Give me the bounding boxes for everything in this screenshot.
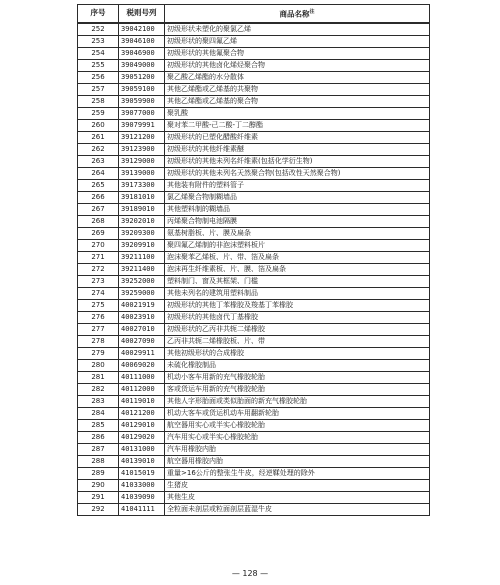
row-tariff-code-cell: 39173300 [119,179,165,191]
row-seq-cell: 252 [78,23,119,36]
table-row [78,227,430,239]
row-description-cell: 航空器用实心或半实心橡胶轮胎 [165,419,430,431]
row-tariff-code-cell: 39059900 [119,95,165,107]
table-row [78,95,430,107]
table-row [78,275,430,287]
row-seq-cell: 276 [78,311,119,323]
table-row [78,467,430,479]
table-row [78,119,430,131]
table-row [78,503,430,515]
row-seq-cell: 269 [78,227,119,239]
row-description-cell: 初级形状的已塑化醋酸纤维素 [165,131,430,143]
row-tariff-code-cell: 39209910 [119,239,165,251]
row-seq-cell: 264 [78,167,119,179]
table-row [78,323,430,335]
row-tariff-code-cell: 40021919 [119,299,165,311]
table-row [78,35,430,47]
row-description-cell: 乙丙非共轭二烯橡胶板、片、带 [165,335,430,347]
row-description-cell: 初级形状的其他卤代丁基橡胶 [165,311,430,323]
row-description-cell: 全粒面未剖层或粒面剖层蓝湿牛皮 [165,503,430,515]
row-description-cell: 丙烯聚合物制电池隔膜 [165,215,430,227]
row-tariff-code-cell: 39042100 [119,23,165,36]
row-tariff-code-cell: 39121200 [119,131,165,143]
row-description-cell: 聚乙酸乙烯酯的水分散体 [165,71,430,83]
row-description-cell: 其他未列名的建筑用塑料制品 [165,287,430,299]
row-seq-cell: 272 [78,263,119,275]
table-row [78,155,430,167]
row-seq-cell: 284 [78,407,119,419]
table-header-row [78,5,430,23]
row-seq-cell: 261 [78,131,119,143]
row-description-cell: 初级形状的其他丁苯橡胶及羧基丁苯橡胶 [165,299,430,311]
row-seq-cell: 258 [78,95,119,107]
row-seq-cell: 265 [78,179,119,191]
table-row [78,395,430,407]
tariff-list-table [77,4,430,516]
row-tariff-code-cell: 39139000 [119,167,165,179]
header-description [165,5,430,23]
row-seq-cell: 271 [78,251,119,263]
row-seq-cell: 291 [78,491,119,503]
table-row [78,419,430,431]
row-tariff-code-cell: 39049000 [119,59,165,71]
row-tariff-code-cell: 40112000 [119,383,165,395]
row-description-cell: 其他装有附件的塑料管子 [165,179,430,191]
page-number: — 128 — [231,569,269,578]
row-tariff-code-cell: 39202010 [119,215,165,227]
table-row [78,191,430,203]
row-seq-cell: 281 [78,371,119,383]
table-row [78,239,430,251]
row-tariff-code-cell: 39209300 [119,227,165,239]
row-tariff-code-cell: 40139010 [119,455,165,467]
row-tariff-code-cell: 39189010 [119,203,165,215]
row-tariff-code-cell: 40129010 [119,419,165,431]
row-seq-cell: 263 [78,155,119,167]
row-tariff-code-cell: 39059100 [119,83,165,95]
table-row [78,311,430,323]
table-row [78,299,430,311]
row-seq-cell: 275 [78,299,119,311]
row-tariff-code-cell: 39123900 [119,143,165,155]
table-row [78,251,430,263]
row-seq-cell: 280 [78,359,119,371]
header-tariff-code: 税则号列 [119,5,165,23]
row-tariff-code-cell: 40129020 [119,431,165,443]
row-description-cell: 其他人字形胎面或类似胎面的新充气橡胶轮胎 [165,395,430,407]
row-seq-cell: 287 [78,443,119,455]
table-row [78,443,430,455]
row-tariff-code-cell: 41041111 [119,503,165,515]
row-seq-cell: 285 [78,419,119,431]
row-seq-cell: 288 [78,455,119,467]
row-tariff-code-cell: 39181010 [119,191,165,203]
table-row [78,455,430,467]
row-description-cell: 初级形状的其他纤维素醚 [165,143,430,155]
row-tariff-code-cell: 41033000 [119,479,165,491]
table-row [78,287,430,299]
row-seq-cell: 274 [78,287,119,299]
row-tariff-code-cell: 39051200 [119,71,165,83]
row-description-cell: 泡沫聚苯乙烯板、片、带、箔及扁条 [165,251,430,263]
header-description-note: 注 [309,9,315,15]
row-tariff-code-cell: 39079991 [119,119,165,131]
row-description-cell: 其他乙烯酯或乙烯基的共聚物 [165,83,430,95]
row-seq-cell: 255 [78,59,119,71]
row-seq-cell: 292 [78,503,119,515]
row-description-cell: 客或货运车用新的充气橡胶轮胎 [165,383,430,395]
row-description-cell: 重量>16公斤的整张生牛皮，经逆鞣处理的除外 [165,467,430,479]
table-row [78,407,430,419]
row-seq-cell: 277 [78,323,119,335]
row-seq-cell: 257 [78,83,119,95]
row-description-cell: 汽车用实心或半实心橡胶轮胎 [165,431,430,443]
row-tariff-code-cell: 40121200 [119,407,165,419]
table-row [78,131,430,143]
table-row [78,491,430,503]
row-tariff-code-cell: 41015019 [119,467,165,479]
row-description-cell: 未硫化橡胶制品 [165,359,430,371]
row-tariff-code-cell: 40023910 [119,311,165,323]
row-tariff-code-cell: 40119010 [119,395,165,407]
row-tariff-code-cell: 40069020 [119,359,165,371]
row-seq-cell: 253 [78,35,119,47]
row-description-cell: 塑料制门、窗及其框架、门槛 [165,275,430,287]
row-seq-cell: 278 [78,335,119,347]
row-seq-cell: 279 [78,347,119,359]
row-seq-cell: 259 [78,107,119,119]
row-description-cell: 初级形状的乙丙非共轭二烯橡胶 [165,323,430,335]
row-description-cell: 聚对苯二甲酸-己二酸-丁二醇酯 [165,119,430,131]
row-description-cell: 聚乳酸 [165,107,430,119]
row-tariff-code-cell: 39252000 [119,275,165,287]
row-description-cell: 氨基树脂板、片、膜及扁条 [165,227,430,239]
table-row [78,47,430,59]
row-tariff-code-cell: 39259000 [119,287,165,299]
row-seq-cell: 256 [78,71,119,83]
row-description-cell: 初级形状的聚四氟乙烯 [165,35,430,47]
row-tariff-code-cell: 40111000 [119,371,165,383]
row-description-cell: 初级形状的其他未列名天然聚合物(包括改性天然聚合物) [165,167,430,179]
row-seq-cell: 254 [78,47,119,59]
row-description-cell: 汽车用橡胶内胎 [165,443,430,455]
row-description-cell: 泡沫再生纤维素板、片、膜、箔及扁条 [165,263,430,275]
table-row [78,371,430,383]
row-tariff-code-cell: 39046900 [119,47,165,59]
row-seq-cell: 267 [78,203,119,215]
table-row [78,383,430,395]
row-description-cell: 生猪皮 [165,479,430,491]
table-row [78,23,430,36]
row-seq-cell: 282 [78,383,119,395]
row-seq-cell: 262 [78,143,119,155]
row-tariff-code-cell: 40029911 [119,347,165,359]
row-description-cell: 氯乙烯聚合物制糊墙品 [165,191,430,203]
row-tariff-code-cell: 40027010 [119,323,165,335]
row-tariff-code-cell: 39211100 [119,251,165,263]
table-row [78,203,430,215]
row-seq-cell: 268 [78,215,119,227]
table-row [78,359,430,371]
row-tariff-code-cell: 39077000 [119,107,165,119]
row-description-cell: 机动小客车用新的充气橡胶轮胎 [165,371,430,383]
table-body [78,23,430,516]
header-seq: 序号 [78,5,119,23]
row-seq-cell: 266 [78,191,119,203]
table-row [78,431,430,443]
row-description-cell: 初级形状的其他卤化烯烃聚合物 [165,59,430,71]
table-row [78,263,430,275]
row-description-cell: 其他塑料制的糊墙品 [165,203,430,215]
row-description-cell: 机动大客车或货运机动车用翻新轮胎 [165,407,430,419]
row-seq-cell: 270 [78,239,119,251]
row-seq-cell: 289 [78,467,119,479]
table-row [78,71,430,83]
table-row [78,479,430,491]
row-tariff-code-cell: 41039090 [119,491,165,503]
row-description-cell: 初级形状的其他未列名纤维素(包括化学衍生物) [165,155,430,167]
row-description-cell: 聚四氟乙烯制的非泡沫塑料板片 [165,239,430,251]
row-description-cell: 其他生皮 [165,491,430,503]
row-description-cell: 初级形状未塑化的聚氯乙烯 [165,23,430,36]
table-row [78,107,430,119]
row-tariff-code-cell: 39211400 [119,263,165,275]
row-seq-cell: 283 [78,395,119,407]
row-description-cell: 航空器用橡胶内胎 [165,455,430,467]
row-tariff-code-cell: 39129000 [119,155,165,167]
row-seq-cell: 273 [78,275,119,287]
row-seq-cell: 260 [78,119,119,131]
table-row [78,167,430,179]
header-description-label: 商品名称 [279,9,310,19]
table-row [78,215,430,227]
row-tariff-code-cell: 39046100 [119,35,165,47]
row-seq-cell: 290 [78,479,119,491]
row-tariff-code-cell: 40131000 [119,443,165,455]
row-description-cell: 初级形状的其他氟聚合物 [165,47,430,59]
row-description-cell: 其他初级形状的合成橡胶 [165,347,430,359]
row-tariff-code-cell: 40027090 [119,335,165,347]
table-row [78,83,430,95]
table-row [78,347,430,359]
table-row [78,179,430,191]
table-row [78,143,430,155]
row-description-cell: 其他乙烯酯或乙烯基的聚合物 [165,95,430,107]
row-seq-cell: 286 [78,431,119,443]
table-row [78,335,430,347]
table-row [78,59,430,71]
